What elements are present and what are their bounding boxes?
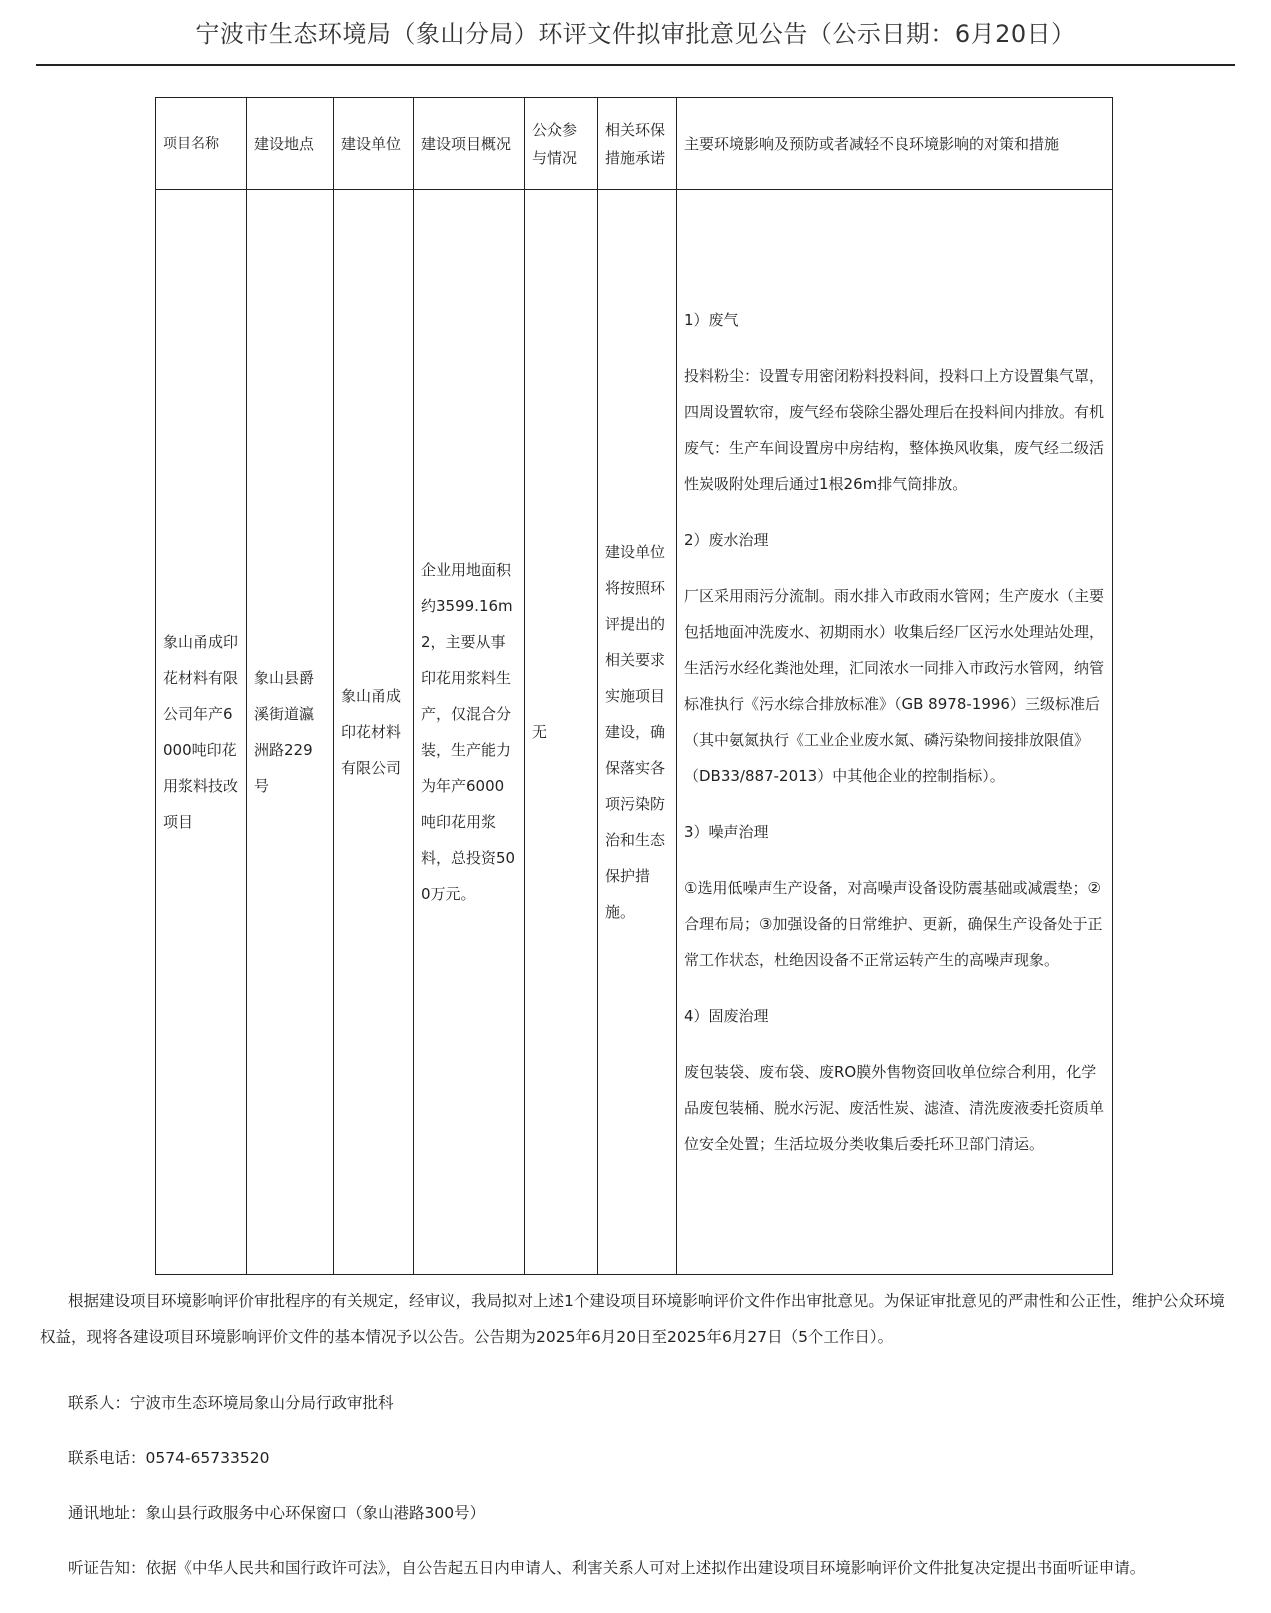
header-project-name: 项目名称 <box>156 98 247 190</box>
cell-public-participation: 无 <box>525 190 598 1275</box>
cell-project-name: 象山甬成印花材料有限公司年产6000吨印花用浆料技改项目 <box>156 190 247 1275</box>
measure-heading-solid-waste: 4）固废治理 <box>684 1007 769 1025</box>
cell-location: 象山县爵溪街道瀛洲路229号 <box>247 190 334 1275</box>
announcement-paragraph: 根据建设项目环境影响评价审批程序的有关规定，经审议，我局拟对上述1个建设项目环境影响评价文件作出审批意见。为保证审批意见的严肃性和公正性，维护公众环境权益，现将各建设项目环境影响评价文件的基本情况予以公告。公告期为2025年6月20日至2025年6月27日（5个工作日）。 <box>40 1292 1225 1346</box>
header-commitment: 相关环保措施承诺 <box>598 98 677 190</box>
cell-measures <box>677 190 1113 1275</box>
contact-phone: 联系电话：0574-65733520 <box>68 1449 270 1467</box>
contact-address: 通讯地址：象山县行政服务中心环保窗口（象山港路300号） <box>68 1504 486 1522</box>
measure-text-water: 厂区采用雨污分流制。雨水排入市政雨水管网；生产废水（主要包括地面冲洗废水、初期雨水）收集后经厂区污水处理站处理，生活污水经化粪池处理，汇同浓水一同排入市政污水管网，纳管标准执行《污水综合排放标准》（GB 8978-1996）三级标准后（其中氨氮执行《工业企业废水氮、磷污染物间接排放限值》（DB33/887-2013）中其他企业的控制指标）。 <box>684 587 1105 785</box>
header-measures: 主要环境影响及预防或者减轻不良环境影响的对策和措施 <box>677 98 1113 190</box>
measure-text-air: 投料粉尘：设置专用密闭粉料投料间，投料口上方设置集气罩，四周设置软帘，废气经布袋除尘器处理后在投料间内排放。有机废气：生产车间设置房中房结构，整体换风收集，废气经二级活性炭吸附处理后通过1根26m排气筒排放。 <box>684 367 1105 493</box>
measure-text-solid-waste: 废包装袋、废布袋、废RO膜外售物资回收单位综合利用，化学品废包装桶、脱水污泥、废活性炭、滤渣、清洗废液委托资质单位安全处置；生活垃圾分类收集后委托环卫部门清运。 <box>684 1063 1105 1153</box>
measure-text-noise: ①选用低噪声生产设备，对高噪声设备设防震基础或减震垫；②合理布局；③加强设备的日常维护、更新，确保生产设备处于正常工作状态，杜绝因设备不正常运转产生的高噪声现象。 <box>684 879 1103 969</box>
project-table <box>155 97 1113 1275</box>
title-divider <box>36 64 1235 66</box>
header-public-participation: 公众参与情况 <box>525 98 598 190</box>
contact-person: 联系人：宁波市生态环境局象山分局行政审批科 <box>68 1394 394 1412</box>
page-title: 宁波市生态环境局（象山分局）环评文件拟审批意见公告（公示日期：6月20日） <box>195 20 1076 48</box>
cell-commitment: 建设单位将按照环评提出的相关要求实施项目建设，确保落实各项污染防治和生态保护措施。 <box>598 190 677 1275</box>
table-row <box>156 190 1113 1275</box>
measure-heading-noise: 3）噪声治理 <box>684 823 769 841</box>
cell-overview: 企业用地面积约3599.16m2，主要从事印花用浆料生产，仅混合分装，生产能力为年产6000吨印花用浆料，总投资500万元。 <box>414 190 525 1275</box>
cell-unit: 象山甬成印花材料有限公司 <box>334 190 414 1275</box>
header-overview: 建设项目概况 <box>414 98 525 190</box>
hearing-notice: 听证告知：依据《中华人民共和国行政许可法》，自公告起五日内申请人、利害关系人可对上述拟作出建设项目环境影响评价文件批复决定提出书面听证申请。 <box>68 1559 1146 1577</box>
measure-heading-air: 1）废气 <box>684 311 739 329</box>
measure-heading-water: 2）废水治理 <box>684 531 769 549</box>
header-location: 建设地点 <box>247 98 334 190</box>
header-unit: 建设单位 <box>334 98 414 190</box>
table-header-row <box>156 98 1113 190</box>
